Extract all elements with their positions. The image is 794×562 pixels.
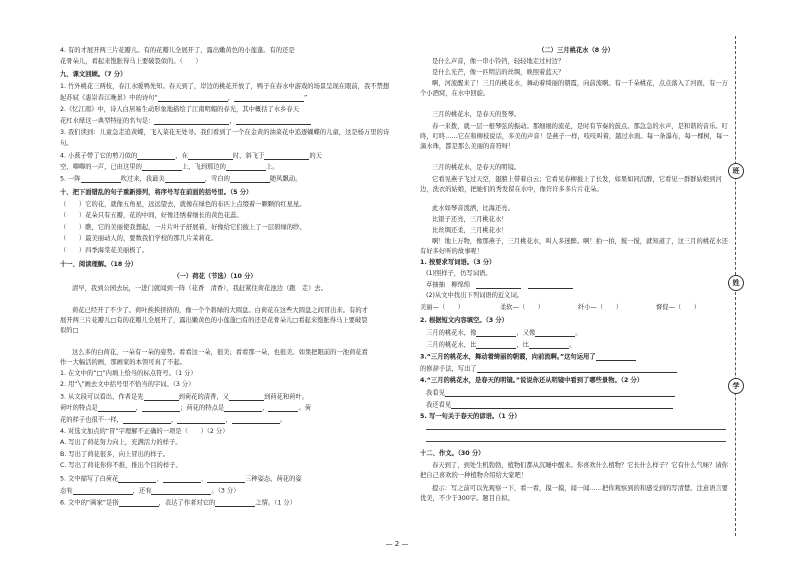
poem-line: 三月的桃花水，是春天的明镜。: [432, 164, 521, 171]
q4-line1: 4. 有的才展开两三片花瓣儿。有的花瓣儿全展开了，露出嫩黄色的小莲蓬。有的还是: [60, 47, 295, 54]
reading2-paragraph-3: 它看见燕子飞过天空，翅膀上带着白云；它看见春柳披上了长发，如果如同沉醉，它看见一群群姑娘到河边，洗衣的姑娘，把她们的秀发留在水中，像许许多多片片花朵。: [420, 176, 722, 193]
answer-blank[interactable]: [151, 488, 211, 495]
r2-q4-b: 我还看见: [426, 402, 673, 409]
r2-q3-b: 的修辞手法，写出了: [420, 366, 677, 373]
answer-blank[interactable]: [268, 405, 298, 412]
r2-q3: 3.“三月的桃花水，舞动着绮丽的朝霞，向前流啊。”这句运用了: [420, 354, 636, 361]
answer-blank[interactable]: [177, 417, 225, 424]
answer-blank[interactable]: [119, 500, 159, 507]
answer-blank[interactable]: [81, 176, 121, 183]
r2-q1-d2[interactable]: 柔软—（ ）: [500, 304, 545, 311]
reading1-paragraph-1: 清早，我到公园去玩，一进门就闻到一阵（花香 清香），我赶紧往荷花池边（跑 走）去。: [72, 285, 328, 292]
answer-blank[interactable]: [476, 330, 516, 337]
r1-q4-option-a[interactable]: A. 写出了荷花努力向上，充满活力的样子。: [60, 439, 182, 446]
answer-blank[interactable]: [215, 500, 255, 507]
answer-blank[interactable]: [596, 354, 636, 361]
r2-q1-d3[interactable]: 纤小—（ ）: [578, 304, 623, 311]
answer-blank[interactable]: [73, 488, 133, 495]
section-9-title: 九、课文回顾。（7 分）: [60, 71, 127, 78]
answer-blank[interactable]: [229, 394, 264, 401]
poem-line: 比丝绸还柔，三月桃花水！: [432, 227, 508, 234]
r1-q2: 2. 用“╲”画去文中括号里不恰当的字词。（3 分）: [60, 381, 195, 388]
r1-q4-option-c[interactable]: C. 写出了荷花你你不推，推出个目的样子。: [60, 462, 182, 469]
answer-blank[interactable]: [230, 176, 270, 183]
section-11-title: 十一、阅读理解。（18 分）: [60, 261, 138, 268]
r2-q1-d4[interactable]: 督促—（ ）: [656, 304, 701, 311]
answer-blank[interactable]: [142, 164, 182, 171]
r1-q3-c: 花的样子也很不一样， ， ， 。: [60, 416, 286, 424]
r2-q4: 4.“三月的桃花水，是春天的明镜。”说说你还从明镜中看到了哪些景物。（2 分）: [420, 377, 644, 384]
sec9-q1-b: 起苏轼《惠崇春江晚景》中的诗句“ ， ”: [60, 94, 308, 102]
answer-blank[interactable]: [476, 342, 516, 349]
answer-blank[interactable]: [154, 118, 229, 125]
answer-blank[interactable]: [207, 476, 245, 483]
r1-q5-b: 态有 ，还有 。（3 分）: [60, 487, 240, 495]
poem-line: 比银子还亮，三月桃花水！: [432, 216, 508, 223]
poem-line: 是什么光芒，像一匹明洁的丝绸，映照着蓝天？: [432, 69, 565, 76]
reading2-paragraph-4: 啊！地上万物，像那燕子，三月桃花水，叫人多迷醉。啊！拍一拍，搅一搅，就知道了，这三月的桃花水还有好多好听的故事呢！: [420, 238, 728, 255]
r2-q2-a: 三月的桃花水，像 ，又像 。: [426, 329, 582, 337]
answer-blank[interactable]: [98, 405, 136, 412]
poem-line: 此水如琴音泼洒，比海还亮。: [432, 205, 514, 212]
answer-blank[interactable]: [476, 282, 521, 289]
r2-q1: 1. 按要求写词语。（3 分）: [420, 259, 496, 266]
r2-q1-b: 草抽抽 柳绵绵: [426, 282, 573, 289]
r1-q4: 4. 对选文加点的“冒”字理解不正确的一项是（ ）（2 分）: [60, 428, 229, 435]
r1-q3-a: 3. 从文段可以看出，作者是先 到荷花的清香，又 到荷花和荷叶。: [60, 393, 309, 401]
answer-blank[interactable]: [118, 476, 156, 483]
sec9-q3-a: 3. 我们读到：儿童急走追黄蝶，飞入菜花无处寻。我们看到了一个在金黄的油菜花中追逐蝴蝶的儿童，这是杨万里的诗: [60, 129, 390, 136]
reorder-item: （ ）瞧，它的美丽使我想起，一片片叶子舒展着，好像给它们披上了一层碧绿的纱。: [60, 224, 306, 231]
reading2-paragraph-2: 春一来拨，就一层一根琴弦的振动。那细细的流花，是时有节奏的鼓点。那急急的水声，是和谐的音乐。叮咚，叮咚……它在和柳枝说话，多美的声音！是燕子一样，吱吱叫着，越过水面。每一条瀑布，每一棵树，每一滴水珠，都是那么美丽的音符呀！: [420, 123, 729, 150]
reorder-item: （ ）四季海棠花美丽极了。: [60, 247, 149, 254]
answer-blank[interactable]: [163, 476, 201, 483]
r1-q1: 1. 在文中的“□”内填上恰当的标点符号。（1 分）: [60, 370, 197, 377]
r1-q4-option-b[interactable]: B. 写出了荷花很多，向上冒出的样子。: [60, 451, 170, 458]
composition-hint: 提示：写之前可以先观察一下，看一看，摸一摸，闻一闻……把你观察到的和感受到的写清楚。注意语言要优美，不少于300字。题目自拟。: [420, 485, 728, 502]
sec9-q4-b: 空，唧唧的一声，已由这里的 上，飞到那边的 上。: [60, 163, 279, 171]
section-12-title: 十二、作文。（30 分）: [420, 450, 485, 457]
section-10-title: 十、把下面错乱的句子重新排列，将序号写在前面的括号里。（5 分）: [60, 189, 253, 196]
poem-line: 是什么声音，像一串小铃铛，轻轻地走过村边？: [432, 58, 565, 65]
page-number: — 2 —: [385, 540, 409, 548]
answer-blank[interactable]: [226, 164, 266, 171]
reorder-item: （ ）它的花，就像五角星，远远望去，就像在绿色的布匹上点缀着一颗颗的红星星。: [60, 201, 306, 208]
answer-blank[interactable]: [445, 390, 675, 397]
reorder-item: （ ）花朵只有五瓣，花的中间，好像还绣着细长的黄色花蕊。: [60, 212, 243, 219]
reading2-title: （二）三月桃花水（8 分）: [538, 47, 614, 54]
answer-blank[interactable]: [236, 118, 311, 125]
answer-blank[interactable]: [165, 176, 205, 183]
sec9-q5: 5. 一阵 吹过来，我最美 ，雪白的 随风飘动。: [60, 175, 302, 183]
binding-label-school: 学: [728, 378, 744, 394]
answer-blank[interactable]: [528, 282, 573, 289]
sec9-q4-a: 4. 小燕子带了它的剪刀似的 ，在 时，斜飞于 的天: [60, 152, 322, 160]
r2-q1-c: (2)从文中找出下列词语的近义词。: [426, 292, 524, 299]
r2-q4-a: 我看见: [426, 390, 675, 397]
answer-blank[interactable]: [137, 153, 175, 160]
sec9-q2-a: 2.《忆江南》中，诗人白居易生动形象地描绘了江南明媚的春光，其中概括了水乡春天: [60, 106, 299, 113]
answer-line[interactable]: [426, 429, 726, 430]
reading1-paragraph-3: 这么多的白荷花，一朵有一朵的姿势。看看这一朵，很美；看看那一朵，也很美。如果把眼前的一池荷花看作一大幅活的画，那画家的本领可真了不起。: [60, 349, 368, 366]
sec9-q1-a: 1. 竹外桃花三两枝，春江水暖鸭先知。春天到了，岸边的桃花开放了，鸭子在春水中游戏的场景呈现在眼前，我不禁想: [60, 83, 390, 90]
reading1-title: （一）荷花（节选）（10 分）: [173, 273, 257, 280]
r1-q3-b: 荷叶的特点是 ， ；荷花的特点是 ， 。荷: [60, 404, 312, 412]
r2-q1-d1[interactable]: 美丽—（ ）: [420, 304, 465, 311]
answer-blank[interactable]: [123, 417, 171, 424]
q4-line2: 花骨朵儿，看起来饱胀得马上要破裂似的。（ ）: [60, 58, 202, 65]
r1-q6: 6. 文中的“画家”是指 ，表达了作者对它的 之情。（1 分）: [60, 499, 296, 507]
r2-q1-a: (1)照样子，仿写词语。: [426, 270, 492, 277]
r2-q5: 5. 写一句关于春天的谚语。（1 分）: [420, 413, 521, 420]
binding-label-class: 班: [728, 163, 744, 179]
answer-blank[interactable]: [451, 402, 673, 409]
answer-blank[interactable]: [188, 153, 233, 160]
composition-prompt: 春天到了，到处生机勃勃，植物们都从沉睡中醒来。你喜欢什么植物？它长什么样子？它有什么气味？请你把自己喜欢的一种植物介绍给大家吧！: [420, 462, 728, 479]
answer-blank[interactable]: [144, 394, 179, 401]
reorder-item: （ ）最美丽动人的，要数我们学校的那几片茉莉花。: [60, 235, 218, 242]
answer-blank[interactable]: [529, 342, 569, 349]
answer-blank[interactable]: [264, 153, 309, 160]
answer-line[interactable]: [426, 441, 726, 442]
r1-q5-a: 5. 文中描写了白荷花 、 、 三种姿态，荷花的姿: [60, 475, 302, 483]
answer-blank[interactable]: [535, 330, 575, 337]
r2-q2-b: 三月的桃花水，比 ，比 。: [426, 341, 576, 349]
sec9-q2-b: 花红水绿这一典型特征的名句是： ，: [60, 118, 311, 125]
answer-blank[interactable]: [224, 405, 262, 412]
poem-line: 三月的桃花水，是春天的竖琴。: [432, 111, 521, 118]
answer-blank[interactable]: [142, 405, 180, 412]
answer-blank[interactable]: [477, 366, 677, 373]
r2-q2: 2. 根据短文内容填空。（3 分）: [420, 317, 508, 324]
answer-blank[interactable]: [232, 417, 280, 424]
reading2-paragraph-1: 啊，河流醒来了！三月的桃花水，舞动着绮丽的朝霞，向前流啊。有一千朵桃花，点点落入了河面，有一万个小酒窝，在水中回旋。: [420, 80, 728, 97]
reading1-paragraph-2: 荷花已经开了不少了。荷叶挨挨挤挤的，像一个个碧绿的大圆盘。白荷花在这些大圆盘之间冒出来。有的才展开两三片花瓣儿□有的花瓣儿全展开了，露出嫩黄色的小莲蓬□有的还是花骨朵儿□看起来饱胀得马上要破裂似的□: [60, 307, 368, 334]
sec9-q3-b: 句。: [60, 140, 73, 147]
answer-blank[interactable]: [234, 95, 304, 102]
answer-blank[interactable]: [158, 95, 228, 102]
binding-label-name: 姓: [728, 275, 744, 291]
